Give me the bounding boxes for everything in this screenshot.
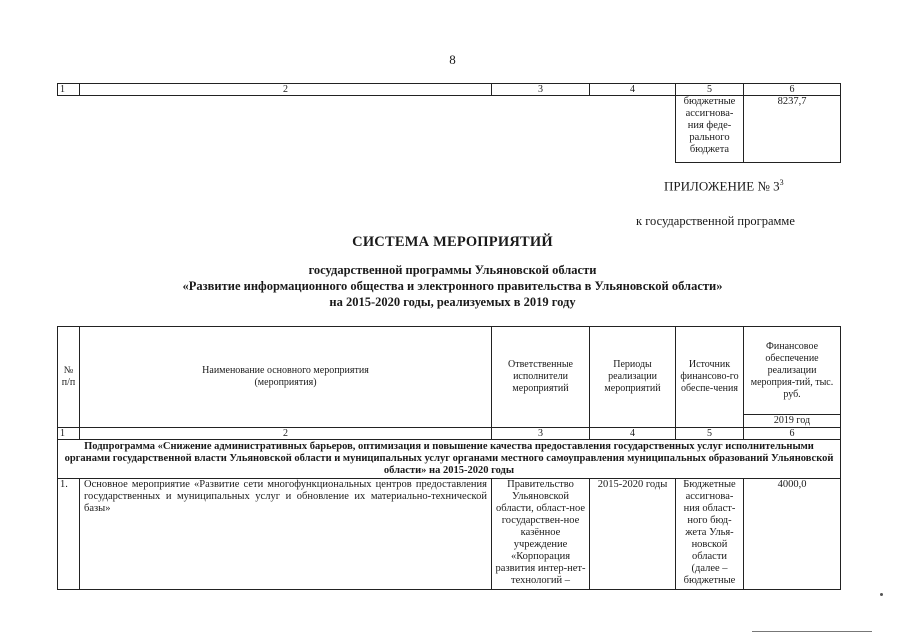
page-number: 8 <box>449 52 456 67</box>
finance-source: Бюджетные ассигнова-ния област-ного бюд-жета Улья-новской области (далее – бюджетные <box>676 479 744 590</box>
measure-name: Основное мероприятие «Развитие сети многофункциональных центров предоставления государственных и муниципальных услуг и обновление их материально-технической базы» <box>80 479 492 590</box>
header-source: Источник финансово-го обеспе-чения <box>676 327 744 428</box>
col-number-6: 6 <box>744 428 841 440</box>
finance-amount: 4000,0 <box>744 479 841 590</box>
col-number-2: 2 <box>80 84 492 96</box>
scan-artifact-line <box>752 631 872 632</box>
continuation-table <box>57 83 841 163</box>
col-number-1: 1 <box>58 428 80 440</box>
appendix-text: ПРИЛОЖЕНИЕ № 3 <box>664 178 780 194</box>
col-number-5: 5 <box>676 84 744 96</box>
document-title: СИСТЕМА МЕРОПРИЯТИЙ <box>352 234 553 250</box>
measures-table <box>57 326 841 590</box>
header-name: Наименование основного мероприятия (мероприятия) <box>80 327 492 428</box>
col-number-1: 1 <box>58 84 80 96</box>
appendix-label <box>664 178 784 194</box>
responsible-executor: Правительство Ульяновской области, област-ное государствен-ное казённое учреждение «Корпорация развития интер-нет-технологий – <box>492 479 590 590</box>
col-number-3: 3 <box>492 428 590 440</box>
subprogram-title: Подпрограмма «Снижение административных барьеров, оптимизация и повышение качества предоставления государственных услуг исполнительными органами государственной власти Ульяновской области и муниципальных услуг органами местного самоуправления муниципальных образований Ульяновской области» на 2015-2020 годы <box>58 440 841 479</box>
title-line-1: государственной программы Ульяновской области <box>308 263 597 277</box>
header-year: 2019 год <box>744 415 841 428</box>
table-row <box>58 479 841 590</box>
appendix-subtitle: к государственной программе <box>636 214 795 228</box>
amount-cell: 8237,7 <box>744 96 841 163</box>
col-number-4: 4 <box>590 84 676 96</box>
col-number-4: 4 <box>590 428 676 440</box>
col-number-6: 6 <box>744 84 841 96</box>
col-number-5: 5 <box>676 428 744 440</box>
appendix-sup: 3 <box>779 178 784 187</box>
col-number-2: 2 <box>80 428 492 440</box>
header-finance: Финансовое обеспечение реализации мероприя-тий, тыс. руб. <box>744 327 841 415</box>
implementation-period: 2015-2020 годы <box>590 479 676 590</box>
header-num: № п/п <box>58 327 80 428</box>
title-line-3: на 2015-2020 годы, реализуемых в 2019 году <box>329 295 576 309</box>
finance-source-cell: бюджетные ассигнова-ния феде-рального бюджета <box>676 96 744 163</box>
header-responsible: Ответственные исполнители мероприятий <box>492 327 590 428</box>
header-periods: Периоды реализации мероприятий <box>590 327 676 428</box>
scan-artifact-dot <box>880 593 883 596</box>
col-number-3: 3 <box>492 84 590 96</box>
row-number: 1. <box>58 479 80 590</box>
title-line-2: «Развитие информационного общества и электронного правительства в Ульяновской области» <box>182 279 723 293</box>
empty-cell <box>58 96 676 163</box>
